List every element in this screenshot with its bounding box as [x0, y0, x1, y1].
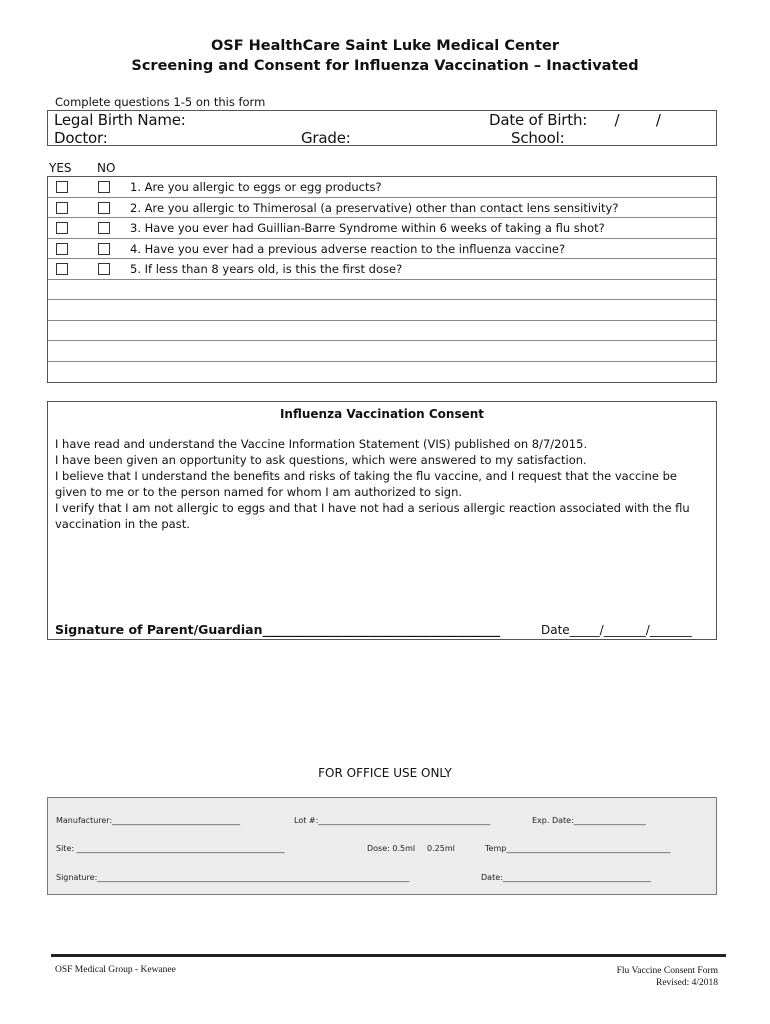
site-field[interactable]: Site: ____________________________________________________ — [56, 844, 285, 853]
no-checkbox[interactable] — [98, 181, 110, 193]
empty-row — [48, 362, 716, 383]
yes-column-label: YES — [49, 161, 72, 175]
legal-birth-name-field[interactable]: Legal Birth Name: — [54, 111, 186, 129]
yes-checkbox[interactable] — [56, 202, 68, 214]
office-date-field[interactable]: Date:_____________________________________ — [481, 873, 651, 882]
consent-paragraph: I have read and understand the Vaccine Information Statement (VIS) published on 8/7/2015. — [55, 437, 588, 451]
yes-checkbox[interactable] — [56, 222, 68, 234]
no-checkbox[interactable] — [98, 202, 110, 214]
no-checkbox[interactable] — [98, 263, 110, 275]
temp-field[interactable]: Temp_________________________________________ — [485, 844, 671, 853]
question-text: 2. Are you allergic to Thimerosal (a preservative) other than contact lens sensitivity? — [130, 200, 619, 215]
consent-paragraph: I believe that I understand the benefits and risks of taking the flu vaccine, and I request that the vaccine be given to me or to the person named for whom I am authorized to sign. — [55, 469, 677, 499]
question-text: 1. Are you allergic to eggs or egg products? — [130, 180, 382, 194]
question-text: 3. Have you ever had Guillian-Barre Syndrome within 6 weeks of taking a flu shot? — [130, 221, 605, 235]
consent-box — [47, 401, 717, 640]
consent-paragraph: I verify that I am not allergic to eggs and that I have not had a serious allergic reaction associated with the flu vaccination in the past. — [55, 501, 690, 531]
form-subtitle: Screening and Consent for Influenza Vaccination – Inactivated — [131, 58, 639, 74]
yes-checkbox[interactable] — [56, 243, 68, 255]
table-row — [48, 259, 716, 280]
footer-organization: OSF Medical Group - Kewanee — [55, 965, 176, 975]
dose-option-0-25ml[interactable]: 0.25ml — [427, 844, 455, 853]
question-text: 4. Have you ever had a previous adverse reaction to the influenza vaccine? — [130, 241, 566, 256]
yes-checkbox[interactable] — [56, 181, 68, 193]
consent-title: Influenza Vaccination Consent — [279, 407, 485, 421]
office-use-box — [47, 797, 717, 895]
dose-option-0-5ml[interactable]: Dose: 0.5ml — [367, 844, 416, 853]
school-field[interactable]: School: — [511, 129, 565, 147]
consent-text — [55, 436, 711, 532]
empty-row — [48, 300, 716, 321]
office-signature-field[interactable]: Signature:______________________________________________________________________________ — [56, 873, 410, 882]
manufacturer-field[interactable]: Manufacturer:________________________________ — [56, 816, 241, 825]
no-checkbox[interactable] — [98, 243, 110, 255]
office-use-label: FOR OFFICE USE ONLY — [318, 766, 452, 780]
consent-paragraph: I have been given an opportunity to ask questions, which were answered to my satisfaction. — [55, 453, 587, 467]
questions-table — [47, 176, 717, 383]
footer-form-name: Flu Vaccine Consent Form — [616, 966, 718, 976]
question-text: 5. If less than 8 years old, is this the first dose? — [130, 262, 403, 276]
yes-checkbox[interactable] — [56, 263, 68, 275]
table-row — [48, 218, 716, 239]
no-column-label: NO — [97, 161, 116, 175]
footer-divider — [51, 954, 726, 957]
empty-row — [48, 321, 716, 342]
grade-field[interactable]: Grade: — [301, 129, 351, 147]
lot-number-field[interactable]: Lot #:___________________________________________ — [294, 816, 491, 825]
date-of-birth-field[interactable]: Date of Birth: / / — [489, 111, 661, 129]
table-row — [48, 198, 716, 219]
form-title: OSF HealthCare Saint Luke Medical Center — [210, 38, 560, 54]
guardian-signature-field[interactable]: Signature of Parent/Guardian______________________________________ — [55, 622, 500, 637]
patient-info-box — [47, 110, 717, 146]
table-row — [48, 239, 716, 260]
doctor-field[interactable]: Doctor: — [54, 129, 108, 147]
no-checkbox[interactable] — [98, 222, 110, 234]
exp-date-field[interactable]: Exp. Date:__________________ — [532, 816, 646, 825]
table-row — [48, 177, 716, 198]
consent-date-field[interactable]: Date_____/_______/_______ — [541, 623, 692, 637]
instruction-text: Complete questions 1-5 on this form — [55, 95, 266, 109]
footer-form-info — [617, 965, 718, 989]
empty-row — [48, 280, 716, 301]
footer-revision: Revised: 4/2018 — [655, 978, 718, 988]
empty-row — [48, 341, 716, 362]
